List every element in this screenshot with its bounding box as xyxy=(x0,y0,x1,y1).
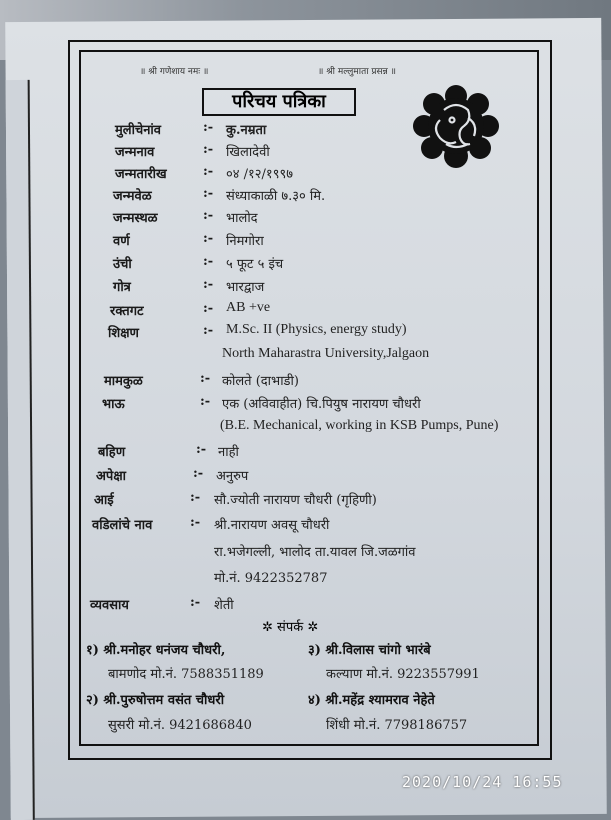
field-label-gotra: गोत्र xyxy=(113,280,131,295)
separator: :- xyxy=(203,254,214,269)
field-value-birth-name: खिलादेवी xyxy=(226,145,270,160)
field-label-complexion: वर्ण xyxy=(113,234,130,249)
field-value-gotra: भारद्वाज xyxy=(226,280,265,295)
field-value-blood-group: AB +ve xyxy=(226,300,271,315)
separator: :- xyxy=(203,301,214,316)
separator: :- xyxy=(203,277,214,292)
field-label-mother: आई xyxy=(94,493,114,508)
separator: :- xyxy=(203,323,214,338)
separator: :- xyxy=(203,186,214,201)
photo-timestamp: 2020/10/24 16:55 xyxy=(402,773,563,791)
field-value-mother: सौ.ज्योती नारायण चौधरी (गृहिणी) xyxy=(214,493,377,508)
contact-name: ३) श्री.विलास चांगो भारंबे xyxy=(308,643,431,658)
field-label-height: उंची xyxy=(113,257,132,272)
field-label-brother: भाऊ xyxy=(102,397,125,412)
separator: :- xyxy=(203,231,214,246)
contact-phone: शिंधी मो.नं. 7798186757 xyxy=(326,718,468,733)
field-label-sister: बहिण xyxy=(98,445,126,460)
contact-name: २) श्री.पुरुषोत्तम वसंत चौधरी xyxy=(86,693,225,708)
contact-name: ४) श्री.महेंद्र श्यामराव नेहेते xyxy=(308,693,435,708)
field-label-name: मुलीचेनांव xyxy=(115,123,162,138)
field-value-birth-date: ०४ /१२/१९९७ xyxy=(226,167,293,182)
field-label-blood-group: रक्तगट xyxy=(110,304,144,319)
field-label-father: वडिलांचे नाव xyxy=(92,518,153,533)
contact-phone: बामणोद मो.नं. 7588351189 xyxy=(108,667,264,682)
separator: :- xyxy=(203,164,214,179)
separator: :- xyxy=(190,490,201,505)
contact-phone: कल्याण मो.नं. 9223557991 xyxy=(326,667,480,682)
separator: :- xyxy=(203,120,214,135)
field-label-birth-name: जन्मनाव xyxy=(115,145,155,160)
field-value-father-address: रा.भजेगल्ली, भालोद ता.यावल जि.जळगांव xyxy=(214,545,416,560)
field-value-birth-time: संध्याकाळी ७.३० मि. xyxy=(226,189,326,204)
field-value-expectation: अनुरुप xyxy=(216,469,249,484)
separator: :- xyxy=(196,442,207,457)
separator: :- xyxy=(200,394,211,409)
contact-heading: ✲ संपर्क ✲ xyxy=(262,620,319,635)
field-value-brother: एक (अविवाहीत) चि.पियुष नारायण चौधरी xyxy=(222,397,421,412)
contact-phone: सुसरी मो.नं. 9421686840 xyxy=(108,718,252,733)
separator: :- xyxy=(193,466,204,481)
blessing-right: ॥ श्री मल्लुमाता प्रसन्न ॥ xyxy=(318,67,396,77)
blessing-left: ॥ श्री गणेशाय नमः ॥ xyxy=(140,67,209,77)
field-value-birth-place: भालोद xyxy=(226,211,258,226)
field-value-height: ५ फूट ५ इंच xyxy=(226,257,284,272)
separator: :- xyxy=(203,208,214,223)
field-value-occupation: शेती xyxy=(214,598,234,613)
separator: :- xyxy=(190,595,201,610)
field-value-name: कु.नम्रता xyxy=(226,123,267,138)
field-value-sister: नाही xyxy=(218,445,239,460)
field-label-birth-date: जन्मतारीख xyxy=(115,167,167,182)
field-label-birth-place: जन्मस्थळ xyxy=(113,211,158,226)
field-label-expectation: अपेक्षा xyxy=(96,469,127,484)
field-label-birth-time: जन्मवेळ xyxy=(113,189,152,204)
field-value-father: श्री.नारायण अवसू चौधरी xyxy=(214,518,330,533)
field-value-father-phone: मो.नं. 9422352787 xyxy=(214,571,328,586)
page-title: परिचय पत्रिका xyxy=(202,88,356,116)
ganesha-icon xyxy=(410,84,502,170)
adjacent-page-edge xyxy=(6,80,35,820)
field-value-brother-line2: (B.E. Mechanical, working in KSB Pumps, Pune) xyxy=(220,418,499,433)
field-value-education: M.Sc. II (Physics, energy study) xyxy=(226,322,407,337)
separator: :- xyxy=(203,142,214,157)
field-value-complexion: निमगोरा xyxy=(226,234,264,249)
field-label-maternal-family: मामकुळ xyxy=(104,374,143,389)
field-label-education: शिक्षण xyxy=(108,326,139,341)
separator: :- xyxy=(200,371,211,386)
field-value-education-line2: North Maharastra University,Jalgaon xyxy=(222,346,430,361)
field-label-occupation: व्यवसाय xyxy=(90,598,129,613)
contact-name: १) श्री.मनोहर धनंजय चौधरी, xyxy=(86,643,226,658)
field-value-maternal-family: कोलते (दाभाडी) xyxy=(222,374,299,389)
separator: :- xyxy=(190,515,201,530)
